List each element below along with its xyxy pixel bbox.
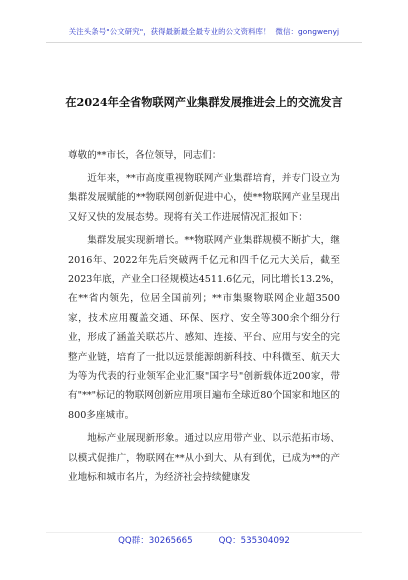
footer-divider bbox=[46, 532, 362, 533]
document-title: 在2024年全省物联网产业集群发展推进会上的交流发言 bbox=[65, 95, 343, 109]
header-banner bbox=[0, 26, 408, 37]
salutation bbox=[68, 146, 340, 165]
header-divider bbox=[46, 42, 362, 43]
header-wechat-id: 微信：gongwenyj bbox=[275, 27, 340, 36]
document-body bbox=[68, 169, 340, 492]
salutation-text: 尊敬的**市长，各位领导，同志们： bbox=[68, 150, 222, 161]
body-paragraph-3: 地标产业展现新形象。通过以应用带产业、以示范拓市场、以模式促推广，物联网在**从小到大、从有到优，已成为**的产业地标和城市名片，为经济社会持续健康发 bbox=[68, 433, 340, 484]
header-banner-text: 关注头条号"公文研究"，获得最新最全最专业的公文资料库！ bbox=[68, 27, 271, 36]
footer-contact bbox=[0, 534, 408, 546]
footer-qq-number: QQ：535304092 bbox=[218, 536, 290, 546]
body-paragraph-2: 集群发展实现新增长。**物联网产业集群规模不断扩大，继2016年、2022年先后突破两千亿元和四千亿元大关后，截至2023年底，产业全口径规模达4511.6亿元，同比增长13.2%，在**省内领先，位居全国前列；**市集聚物联网企业超3500家，技术应用覆盖交通、环保、医疗、安全等300余个细分行业，形成了涵盖关联芯片、感知、连接、平台、应用与安全的完整产业链，培育了一批以远景能源朗新科技、中科微至、航天大为等为代表的行业领军企业汇聚"国字号"创新载体近200家，带有"**"标记的物联网创新应用项目遍布全球近80个国家和地区的800多座城市。 bbox=[68, 235, 340, 421]
body-paragraph-1: 近年来，**市高度重视物联网产业集群培育，并专门设立为集群发展赋能的**物联网创新促进中心，使**物联网产业呈现出又好又快的发展态势。现将有关工作进展情况汇报如下： bbox=[68, 173, 340, 223]
footer-qq-group: QQ群：30265665 bbox=[118, 536, 193, 546]
